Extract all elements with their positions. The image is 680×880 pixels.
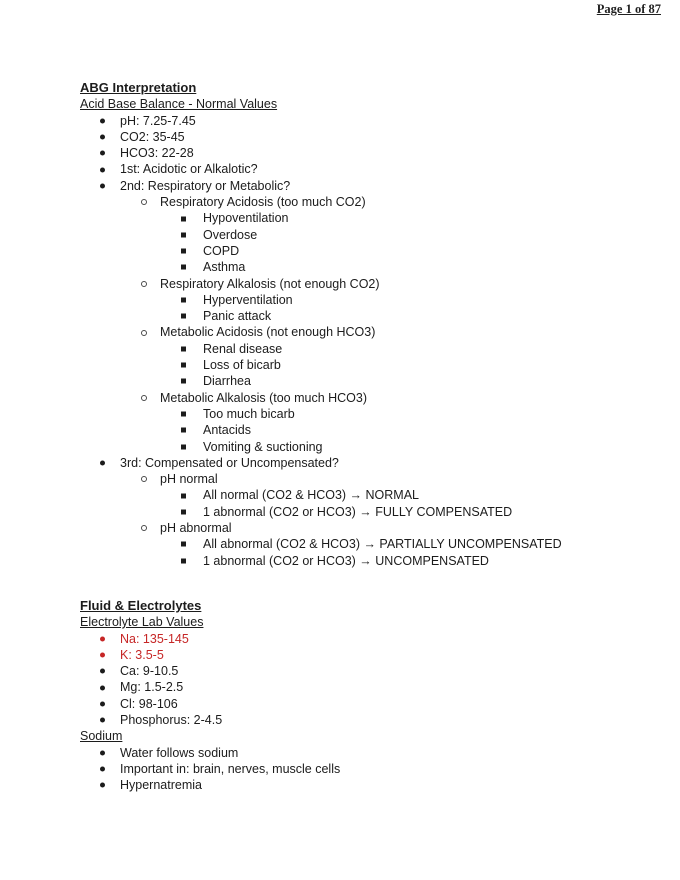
bullet-text: Water follows sodium: [120, 745, 239, 760]
bullet-item: [0, 663, 680, 679]
bullet-text: All abnormal (CO2 & HCO3) → PARTIALLY UNCOMPENSATED: [203, 537, 562, 552]
bullet-text: pH normal: [160, 472, 218, 487]
bullet-square-icon: [181, 363, 186, 368]
bullet-square-icon: [181, 216, 186, 221]
bullet-item: [0, 373, 680, 389]
bullet-disc-icon: [100, 167, 105, 172]
bullet-square-icon: [181, 232, 186, 237]
bullet-text: Important in: brain, nerves, muscle cells: [120, 761, 341, 776]
bullet-item: [0, 487, 680, 503]
sub-heading: Sodium: [80, 729, 123, 744]
bullet-text: pH: 7.25-7.45: [120, 113, 196, 128]
bullet-disc-icon: [100, 701, 105, 706]
bullet-text: 1st: Acidotic or Alkalotic?: [120, 162, 258, 177]
bullet-text: Mg: 1.5-2.5: [120, 680, 184, 695]
bullet-item: [0, 696, 680, 712]
sub-heading: Electrolyte Lab Values: [80, 615, 204, 630]
bullet-item: [0, 406, 680, 422]
bullet-disc-icon: [100, 718, 105, 723]
bullet-item: [0, 647, 680, 663]
bullet-circle-icon: [141, 330, 147, 336]
bullet-square-icon: [181, 542, 186, 547]
bullet-text: Metabolic Acidosis (not enough HCO3): [160, 325, 376, 340]
bullet-circle-icon: [141, 476, 147, 482]
bullet-text: HCO3: 22-28: [120, 146, 194, 161]
bullet-item: [0, 194, 680, 210]
bullet-item: [0, 341, 680, 357]
bullet-text: Vomiting & suctioning: [203, 439, 323, 454]
page-number-header: Page 1 of 87: [596, 2, 661, 16]
bullet-text: Diarrhea: [203, 374, 251, 389]
bullet-item: [0, 178, 680, 194]
bullet-text: Panic attack: [203, 309, 272, 324]
bullet-item: [0, 129, 680, 145]
bullet-disc-icon: [100, 783, 105, 788]
bullet-disc-icon: [100, 183, 105, 188]
bullet-disc-icon: [100, 118, 105, 123]
bullet-text: Hypernatremia: [120, 778, 202, 793]
bullet-circle-icon: [141, 199, 147, 205]
bullet-square-icon: [181, 265, 186, 270]
bullet-text: All normal (CO2 & HCO3) → NORMAL: [203, 488, 420, 503]
bullet-item: [0, 745, 680, 761]
bullet-item: [0, 422, 680, 438]
bullet-square-icon: [181, 346, 186, 351]
bullet-square-icon: [181, 314, 186, 319]
bullet-item: [0, 455, 680, 471]
bullet-text: CO2: 35-45: [120, 129, 185, 144]
bullet-item: [0, 536, 680, 552]
bullet-circle-icon: [141, 395, 147, 401]
bullet-disc-icon: [100, 750, 105, 755]
bullet-item: [0, 631, 680, 647]
bullet-text: Overdose: [203, 227, 258, 242]
bullet-item: [0, 504, 680, 520]
bullet-disc-icon: [100, 460, 105, 465]
bullet-circle-icon: [141, 525, 147, 531]
bullet-text: 2nd: Respiratory or Metabolic?: [120, 178, 291, 193]
section-heading: ABG Interpretation: [80, 80, 197, 95]
bullet-text: Metabolic Alkalosis (too much HCO3): [160, 390, 368, 405]
bullet-disc-icon: [100, 767, 105, 772]
bullet-text: COPD: [203, 243, 240, 258]
bullet-item: [0, 471, 680, 487]
bullet-item: [0, 113, 680, 129]
bullet-square-icon: [181, 493, 186, 498]
bullet-item: [0, 679, 680, 695]
bullet-text: 1 abnormal (CO2 or HCO3) → UNCOMPENSATED: [203, 553, 489, 568]
bullet-square-icon: [181, 428, 186, 433]
sub-heading: Acid Base Balance - Normal Values: [80, 97, 278, 112]
bullet-item: [0, 324, 680, 340]
bullet-text: Respiratory Acidosis (too much CO2): [160, 195, 366, 210]
bullet-text: Hyperventilation: [203, 292, 293, 307]
bullet-item: [0, 210, 680, 226]
bullet-disc-icon: [100, 669, 105, 674]
bullet-square-icon: [181, 509, 186, 514]
bullet-text: Too much bicarb: [203, 406, 295, 421]
bullet-disc-icon: [100, 636, 105, 641]
bullet-item: [0, 292, 680, 308]
bullet-text: Antacids: [203, 423, 251, 438]
bullet-text: 3rd: Compensated or Uncompensated?: [120, 455, 339, 470]
bullet-text: Phosphorus: 2-4.5: [120, 712, 223, 727]
bullet-item: [0, 553, 680, 569]
bullet-square-icon: [181, 379, 186, 384]
bullet-text: Ca: 9-10.5: [120, 664, 179, 679]
section-gap: [0, 569, 680, 598]
bullet-text: Asthma: [203, 260, 246, 275]
section-heading: Fluid & Electrolytes: [80, 597, 202, 613]
bullet-item: [0, 161, 680, 177]
bullet-item: [0, 520, 680, 536]
bullet-disc-icon: [100, 135, 105, 140]
bullet-circle-icon: [141, 281, 147, 287]
bullet-square-icon: [181, 558, 186, 563]
bullet-disc-icon: [100, 685, 105, 690]
bullet-item: [0, 357, 680, 373]
bullet-item: [0, 276, 680, 292]
bullet-item: [0, 259, 680, 275]
bullet-square-icon: [181, 444, 186, 449]
bullet-item: [0, 761, 680, 777]
bullet-item: [0, 227, 680, 243]
bullet-text: Loss of bicarb: [203, 358, 281, 373]
bullet-item: [0, 439, 680, 455]
bullet-text: 1 abnormal (CO2 or HCO3) → FULLY COMPENSATED: [203, 504, 513, 519]
bullet-text: Na: 135-145: [120, 631, 189, 646]
document-content: [0, 80, 680, 793]
bullet-text: K: 3.5-5: [120, 647, 164, 662]
bullet-item: [0, 243, 680, 259]
bullet-square-icon: [181, 412, 186, 417]
bullet-text: Cl: 98-106: [120, 696, 178, 711]
bullet-item: [0, 145, 680, 161]
bullet-square-icon: [181, 249, 186, 254]
bullet-disc-icon: [100, 151, 105, 156]
bullet-item: [0, 390, 680, 406]
bullet-item: [0, 712, 680, 728]
bullet-text: Renal disease: [203, 341, 283, 356]
bullet-text: Hypoventilation: [203, 211, 289, 226]
bullet-disc-icon: [100, 652, 105, 657]
bullet-square-icon: [181, 298, 186, 303]
bullet-text: Respiratory Alkalosis (not enough CO2): [160, 276, 380, 291]
bullet-text: pH abnormal: [160, 521, 232, 536]
bullet-item: [0, 777, 680, 793]
bullet-item: [0, 308, 680, 324]
